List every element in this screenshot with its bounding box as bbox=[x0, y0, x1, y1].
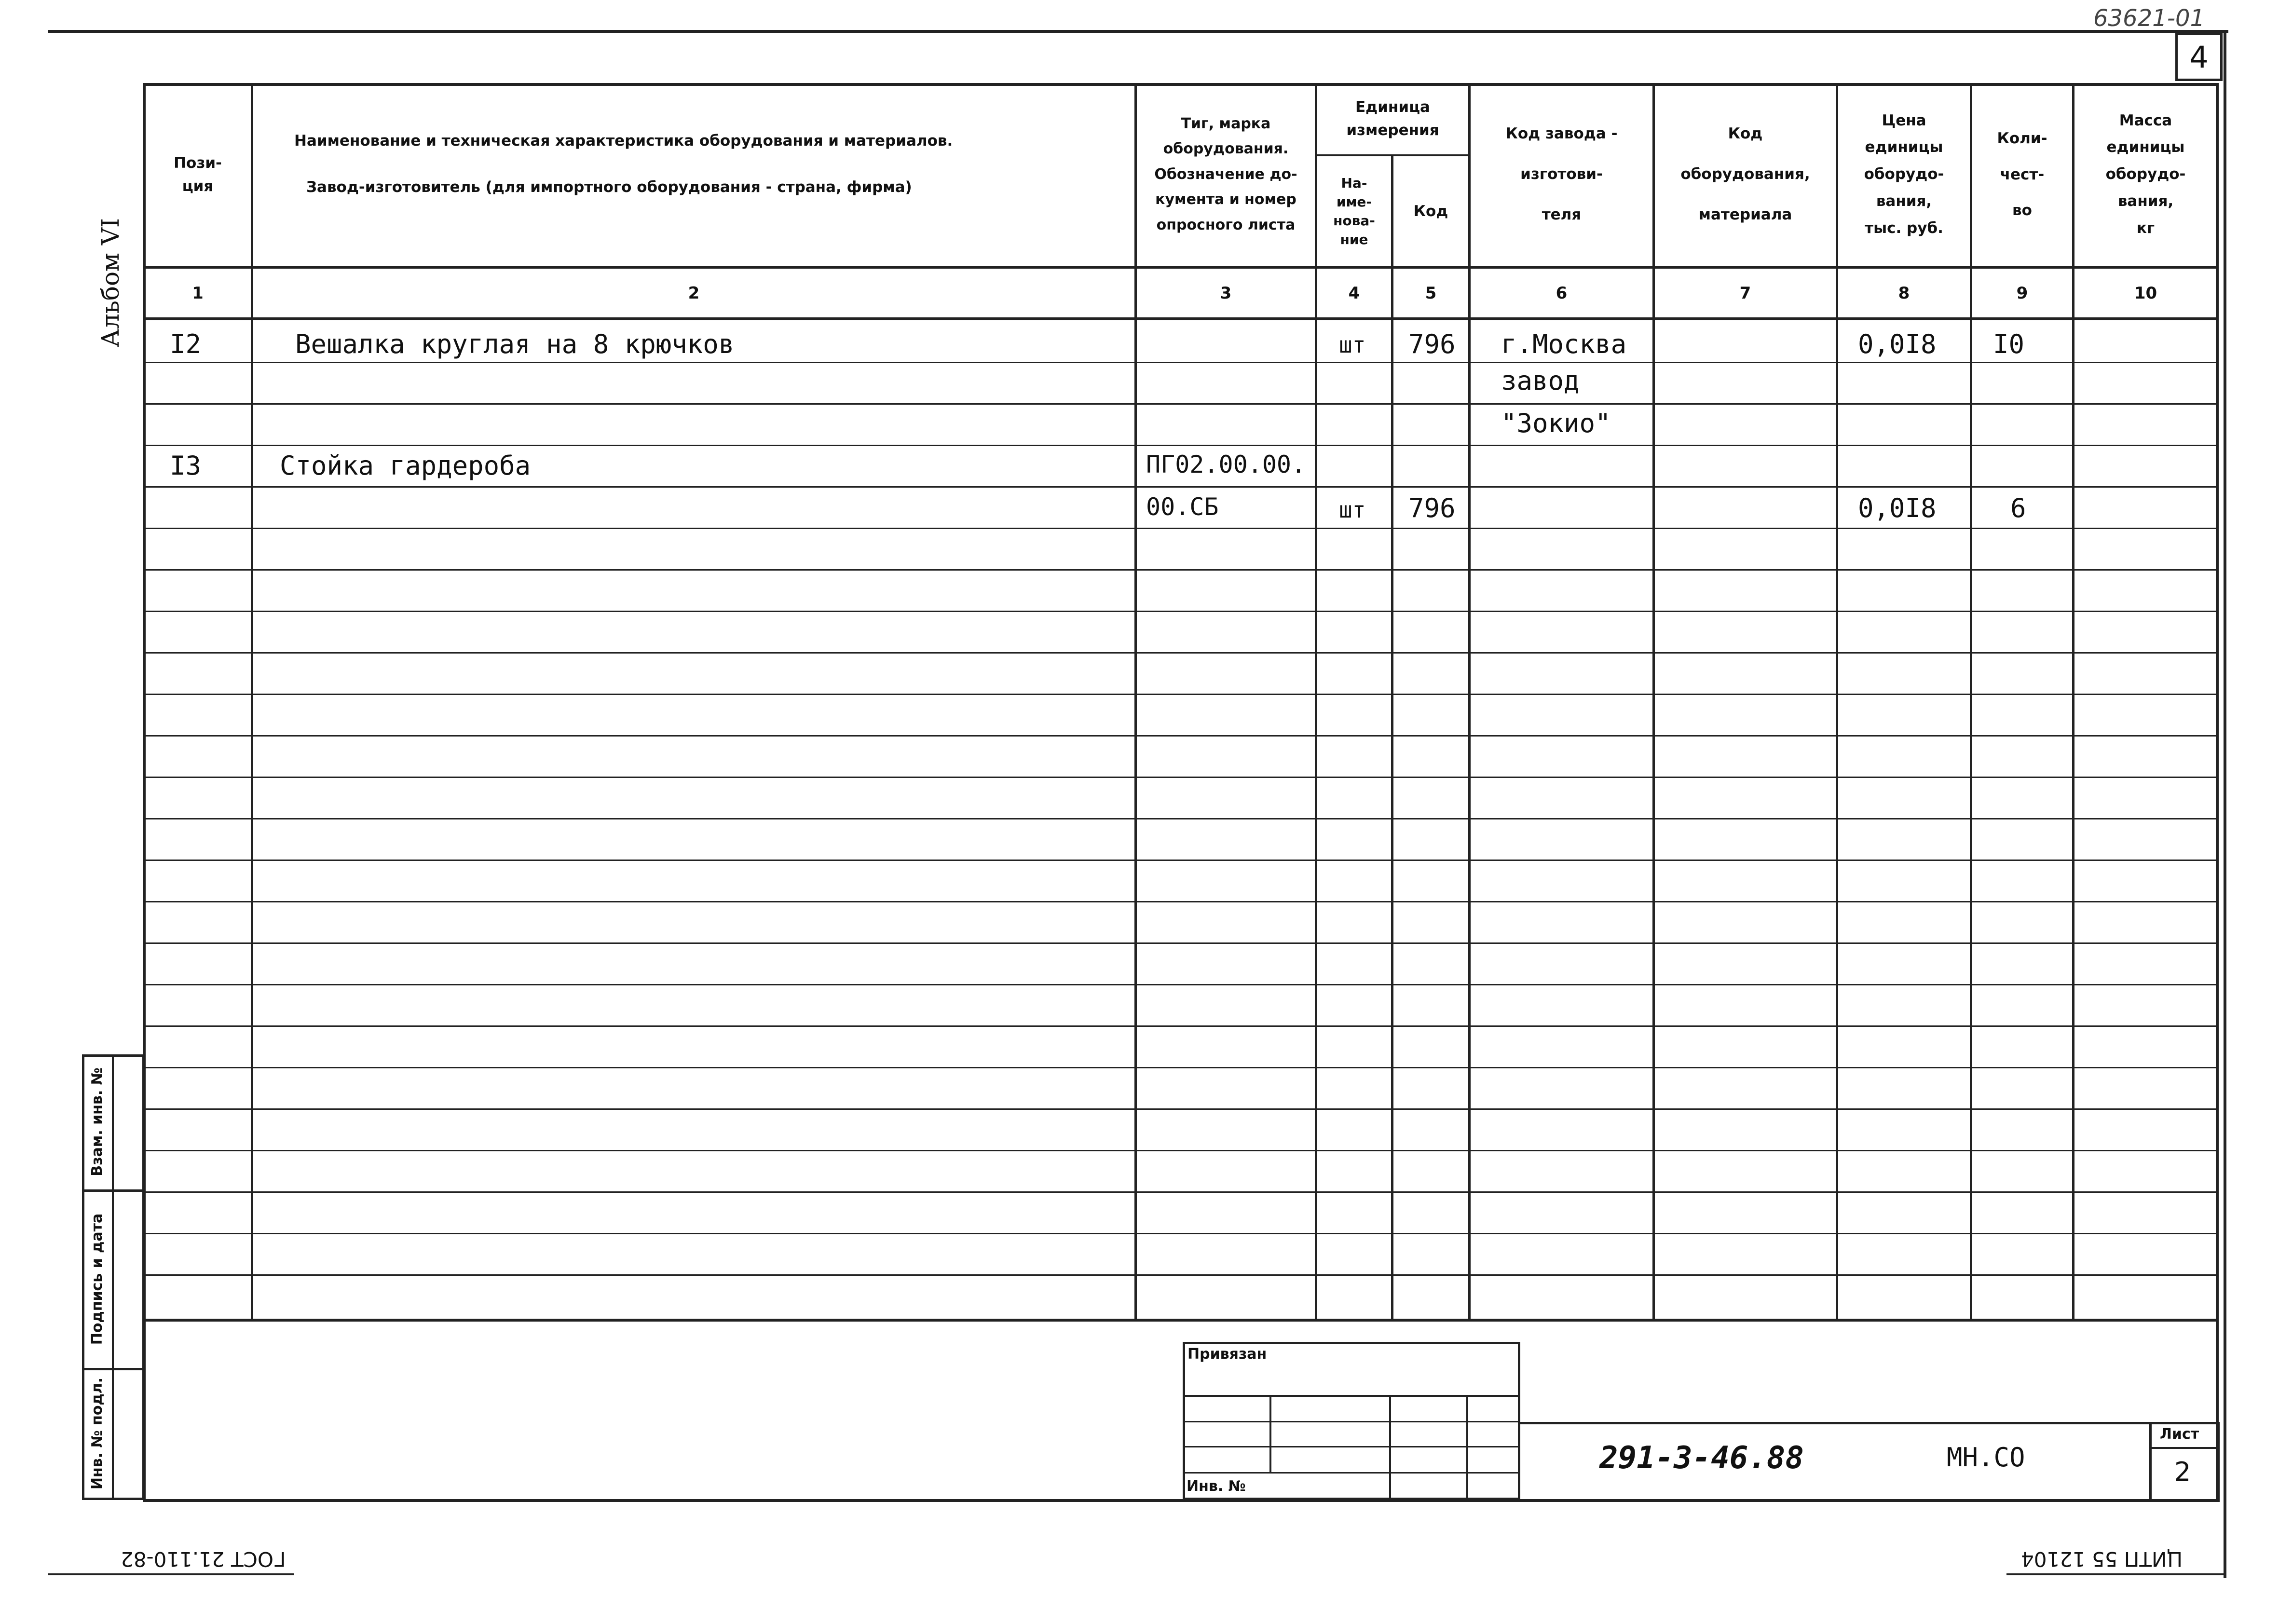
doc-code-top bbox=[1520, 1422, 2220, 1424]
row-line bbox=[143, 652, 2219, 654]
row-line bbox=[143, 1274, 2219, 1276]
col-number: 3 bbox=[1220, 283, 1232, 303]
row3-maker: "Зокио" bbox=[1501, 408, 1611, 438]
row-line bbox=[143, 984, 2219, 985]
header-type-doc: Тиг, марка оборудования. Обозначение до- кумента и номер опросного листа bbox=[1154, 115, 1297, 233]
row-line bbox=[143, 569, 2219, 571]
col-number: 9 bbox=[2016, 283, 2028, 303]
row-line bbox=[143, 1150, 2219, 1151]
row-line bbox=[143, 445, 2219, 446]
number-row-bottom bbox=[143, 317, 2219, 320]
row1-maker: г.Москва bbox=[1501, 329, 1627, 359]
row1-position: I2 bbox=[170, 329, 202, 359]
header-unit-name: На- име- нова- ние bbox=[1333, 175, 1375, 248]
col-number: 10 bbox=[2134, 283, 2157, 303]
col-number: 2 bbox=[688, 283, 700, 303]
bound-vline bbox=[1269, 1395, 1271, 1473]
doc-suffix: МН.СО bbox=[1947, 1442, 2025, 1473]
row1-name: Вешалка круглая на 8 крючков bbox=[295, 329, 735, 359]
row-line bbox=[143, 694, 2219, 695]
header-unit: Единица измерения bbox=[1346, 98, 1439, 139]
bound-vline bbox=[1466, 1395, 1468, 1500]
row-line bbox=[143, 1067, 2219, 1068]
row-line bbox=[143, 1025, 2219, 1027]
right-border bbox=[2224, 30, 2226, 1578]
header-quantity: Коли- чест- во bbox=[1997, 130, 2047, 219]
col-number: 8 bbox=[1898, 283, 1910, 303]
row1-price: 0,0I8 bbox=[1858, 329, 1937, 359]
row-line bbox=[143, 735, 2219, 737]
row5-doc: 00.СБ bbox=[1146, 493, 1219, 521]
inv-label: Инв. № bbox=[1187, 1478, 1246, 1495]
footer-rule-left bbox=[48, 1573, 294, 1575]
row-line bbox=[143, 1191, 2219, 1193]
row-line bbox=[143, 942, 2219, 944]
title-block bbox=[143, 1319, 2219, 1502]
sheet-label: Лист bbox=[2160, 1426, 2199, 1443]
row-line bbox=[143, 1108, 2219, 1110]
col-number: 5 bbox=[1425, 283, 1437, 303]
doc-code: 291-3-46.88 bbox=[1599, 1440, 1804, 1476]
bound-line bbox=[1183, 1395, 1520, 1397]
header-unit-code: Код bbox=[1413, 202, 1448, 220]
side-stamp-original-inv: Инв. № подл. bbox=[88, 1377, 106, 1490]
row-line bbox=[143, 403, 2219, 405]
sheet-box-divider bbox=[2149, 1447, 2220, 1449]
side-stamp-divider bbox=[112, 1054, 114, 1500]
row-line bbox=[143, 1233, 2219, 1234]
row5-unit: шт bbox=[1339, 497, 1366, 523]
col-number: 7 bbox=[1739, 283, 1751, 303]
side-stamp-signature-date: Подпись и дата bbox=[88, 1213, 106, 1345]
row-line bbox=[143, 777, 2219, 778]
side-stamp-divider bbox=[82, 1189, 145, 1192]
row1-quantity: I0 bbox=[1993, 329, 2025, 359]
row-line bbox=[143, 611, 2219, 612]
sheet-number: 2 bbox=[2174, 1457, 2191, 1487]
header-mass: Масса единицы оборудо- вания, кг bbox=[2105, 111, 2186, 237]
top-rule bbox=[48, 30, 2228, 33]
row-line bbox=[143, 362, 2219, 363]
row5-unit-code: 796 bbox=[1408, 493, 1456, 523]
row4-doc: ПГ02.00.00. bbox=[1146, 450, 1306, 478]
bound-line bbox=[1183, 1446, 1520, 1447]
row-line bbox=[143, 486, 2219, 488]
footer-cipi: ЦИТП 55 12104 bbox=[2021, 1547, 2183, 1571]
bound-vline bbox=[1389, 1395, 1391, 1500]
row-line bbox=[143, 860, 2219, 861]
album-label: Альбом VI bbox=[96, 218, 124, 347]
row2-maker: завод bbox=[1501, 366, 1580, 396]
row5-quantity: 6 bbox=[2010, 493, 2026, 523]
bound-label: Привязан bbox=[1187, 1346, 1267, 1363]
header-equipment-code: Код оборудования, материала bbox=[1680, 125, 1810, 223]
header-price: Цена единицы оборудо- вания, тыс. руб. bbox=[1864, 111, 1944, 237]
footer-gost: ГОСТ 21.110-82 bbox=[121, 1547, 286, 1571]
col-number: 1 bbox=[192, 283, 204, 303]
row1-unit-code: 796 bbox=[1408, 329, 1456, 359]
col-number: 4 bbox=[1348, 283, 1360, 303]
row-line bbox=[143, 901, 2219, 902]
corner-number-box: 4 bbox=[2175, 33, 2223, 81]
bound-line bbox=[1183, 1421, 1520, 1422]
footer-rule-right bbox=[2006, 1573, 2226, 1575]
side-stamp-replace-inv: Взам. инв. № bbox=[88, 1067, 106, 1176]
row4-position: I3 bbox=[170, 450, 202, 481]
col-line bbox=[1391, 154, 1393, 1322]
row-line bbox=[143, 818, 2219, 819]
top-right-code: 63621-01 bbox=[2093, 5, 2205, 32]
row1-unit: шт bbox=[1339, 332, 1366, 358]
row5-price: 0,0I8 bbox=[1858, 493, 1937, 523]
row-line bbox=[143, 528, 2219, 529]
header-name: Наименование и техническая характеристика оборудования и материалов. Завод-изготовитель (для импортного оборудования - страна, фирма) bbox=[294, 132, 953, 196]
col-number: 6 bbox=[1556, 283, 1568, 303]
row4-name: Стойка гардероба bbox=[280, 450, 531, 481]
bound-line bbox=[1183, 1472, 1520, 1474]
header-maker-code: Код завода - изготови- теля bbox=[1505, 125, 1618, 223]
header-position: Пози- ция bbox=[174, 154, 222, 195]
